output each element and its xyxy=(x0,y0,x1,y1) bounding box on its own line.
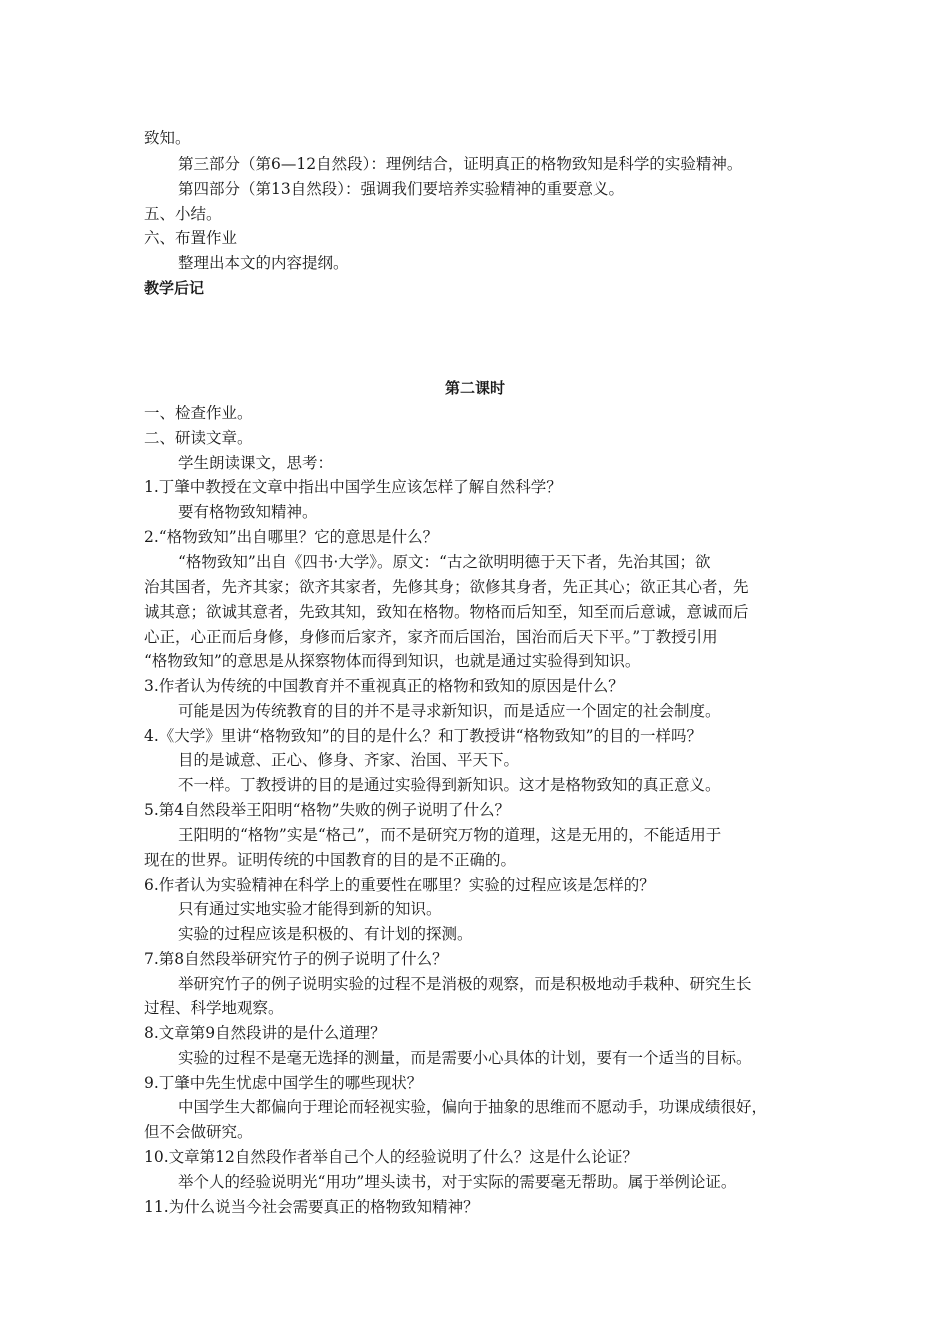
question: 2.“格物致知”出自哪里？它的意思是什么？ xyxy=(144,528,439,546)
section-heading: 五、小结。 xyxy=(144,205,222,223)
answer: 实验的过程不是毫无选择的测量，而是需要小心具体的计划，要有一个适当的目标。 xyxy=(178,1049,752,1067)
text-line: 第三部分（第6—12自然段）：理例结合，证明真正的格物致知是科学的实验精神。 xyxy=(178,155,743,173)
question: 4.《大学》里讲“格物致知”的目的是什么？和丁教授讲“格物致知”的目的一样吗？ xyxy=(144,727,702,745)
question: 10.文章第12自然段作者举自己个人的经验说明了什么？这是什么论证？ xyxy=(144,1148,638,1166)
section-heading: 六、布置作业 xyxy=(144,229,238,247)
question: 11.为什么说当今社会需要真正的格物致知精神？ xyxy=(144,1198,479,1216)
text-line: 第四部分（第13自然段）：强调我们要培养实验精神的重要意义。 xyxy=(178,180,624,198)
text-line: 致知。 xyxy=(144,129,191,147)
lesson-title: 第二课时 xyxy=(444,379,505,397)
question: 5.第4自然段举王阳明“格物”失败的例子说明了什么？ xyxy=(144,801,510,819)
answer: 目的是诚意、正心、修身、齐家、治国、平天下。 xyxy=(178,751,520,769)
answer: 中国学生大都偏向于理论而轻视实验，偏向于抽象的思维而不愿动手，功课成绩很好， xyxy=(178,1098,768,1116)
answer: “格物致知”出自《四书·大学》。原文：“古之欲明明德于天下者，先治其国；欲 xyxy=(178,553,711,571)
answer: “格物致知”的意思是从探察物体而得到知识，也就是通过实验得到知识。 xyxy=(144,652,641,670)
question: 1.丁肇中教授在文章中指出中国学生应该怎样了解自然科学？ xyxy=(144,478,562,496)
answer: 举研究竹子的例子说明实验的过程不是消极的观察，而是积极地动手栽种、研究生长 xyxy=(178,975,752,993)
answer: 王阳明的“格物”实是“格己”，而不是研究万物的道理，这是无用的，不能适用于 xyxy=(178,826,722,844)
answer: 但不会做研究。 xyxy=(144,1123,253,1141)
question: 3.作者认为传统的中国教育并不重视真正的格物和致知的原因是什么？ xyxy=(144,677,624,695)
answer: 只有通过实地实验才能得到新的知识。 xyxy=(178,900,442,918)
answer: 心正，心正而后身修，身修而后家齐，家齐而后国治，国治而后天下平。”丁教授引用 xyxy=(144,628,718,646)
answer: 举个人的经验说明光“用功”埋头读书，对于实际的需要毫无帮助。属于举例论证。 xyxy=(178,1173,737,1191)
answer: 可能是因为传统教育的目的并不是寻求新知识，而是适应一个固定的社会制度。 xyxy=(178,702,721,720)
section-heading: 二、研读文章。 xyxy=(144,429,253,447)
text-line: 整理出本文的内容提纲。 xyxy=(178,254,349,272)
answer: 不一样。丁教授讲的目的是通过实验得到新知识。这才是格物致知的真正意义。 xyxy=(178,776,721,794)
text-line: 学生朗读课文，思考： xyxy=(178,454,334,472)
answer: 要有格物致知精神。 xyxy=(178,503,318,521)
question: 8.文章第9自然段讲的是什么道理？ xyxy=(144,1024,386,1042)
question: 7.第8自然段举研究竹子的例子说明了什么？ xyxy=(144,950,448,968)
answer: 诚其意；欲诚其意者，先致其知，致知在格物。物格而后知至，知至而后意诚，意诚而后 xyxy=(144,603,749,621)
teaching-notes-heading: 教学后记 xyxy=(144,279,205,297)
section-heading: 一、检查作业。 xyxy=(144,404,253,422)
answer: 过程、科学地观察。 xyxy=(144,999,284,1017)
question: 6.作者认为实验精神在科学上的重要性在哪里？实验的过程应该是怎样的？ xyxy=(144,876,655,894)
answer: 治其国者，先齐其家；欲齐其家者，先修其身；欲修其身者，先正其心；欲正其心者，先 xyxy=(144,578,749,596)
answer: 现在的世界。证明传统的中国教育的目的是不正确的。 xyxy=(144,851,517,869)
answer: 实验的过程应该是积极的、有计划的探测。 xyxy=(178,925,473,943)
question: 9.丁肇中先生忧虑中国学生的哪些现状？ xyxy=(144,1074,423,1092)
